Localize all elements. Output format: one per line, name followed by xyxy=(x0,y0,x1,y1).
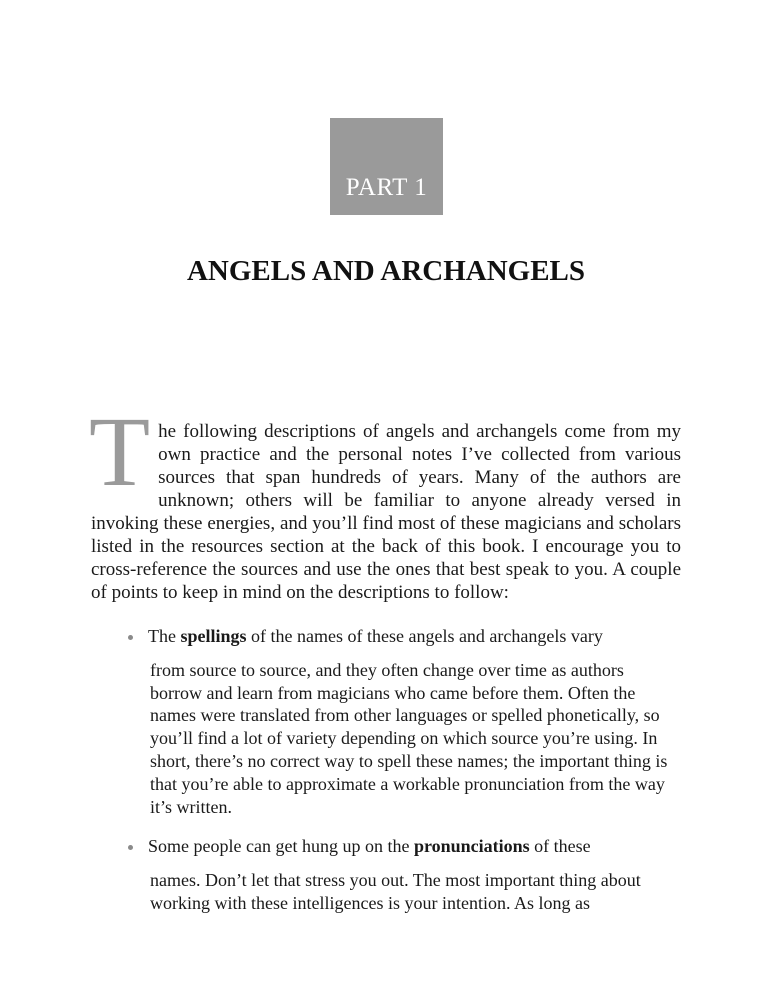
bullet-dot-icon xyxy=(128,845,133,850)
part-header-box xyxy=(330,118,443,215)
part-label: PART 1 xyxy=(345,173,428,201)
bullet-lead-line xyxy=(128,835,688,858)
drop-cap: T xyxy=(89,396,151,507)
bullet-lead-text: of these xyxy=(529,836,591,856)
bullet-lead-text: of the names of these angels and archangels vary xyxy=(246,626,603,646)
bullet-lead-text: Some people can get hung up on the xyxy=(148,836,414,856)
bullet-lead-text: The xyxy=(148,626,181,646)
bullet-bold-term: pronunciations xyxy=(413,836,530,856)
intro-paragraph xyxy=(89,396,681,604)
bullet-lead-line xyxy=(128,625,688,648)
bullet-body-text: names. Don’t let that stress you out. The most important thing about working with these intelligences is your intention. As long as xyxy=(150,869,641,913)
bullet-bold-term: spellings xyxy=(180,626,247,646)
bullet-dot-icon xyxy=(128,635,133,640)
bullet-item-spellings xyxy=(128,625,688,818)
bullet-item-pronunciations xyxy=(128,835,688,914)
intro-text: he following descriptions of angels and archangels come from my own practice and the personal notes I’ve collected from various sources that span hundreds of years. Many of the authors are unknown; others will be familiar to anyone already versed in invoking these energies, and you’ll find most of these magicians and scholars listed in the resources section at the back of this book. I encourage you to cross-reference the sources and use the ones that best speak to you. A couple of points to keep in mind on the descriptions to follow: xyxy=(91,421,681,603)
chapter-title: ANGELS AND ARCHANGELS xyxy=(186,255,586,287)
bullet-body-text: from source to source, and they often change over time as authors borrow and learn from magicians who came before them. Often the names were translated from other languages or spelled phonetically, so you’ll find a lot of variety depending on which source you’re using. In short, there’s no correct way to spell these names; the important thing is that you’re able to approximate a workable pronunciation from the way it’s written. xyxy=(150,659,668,817)
